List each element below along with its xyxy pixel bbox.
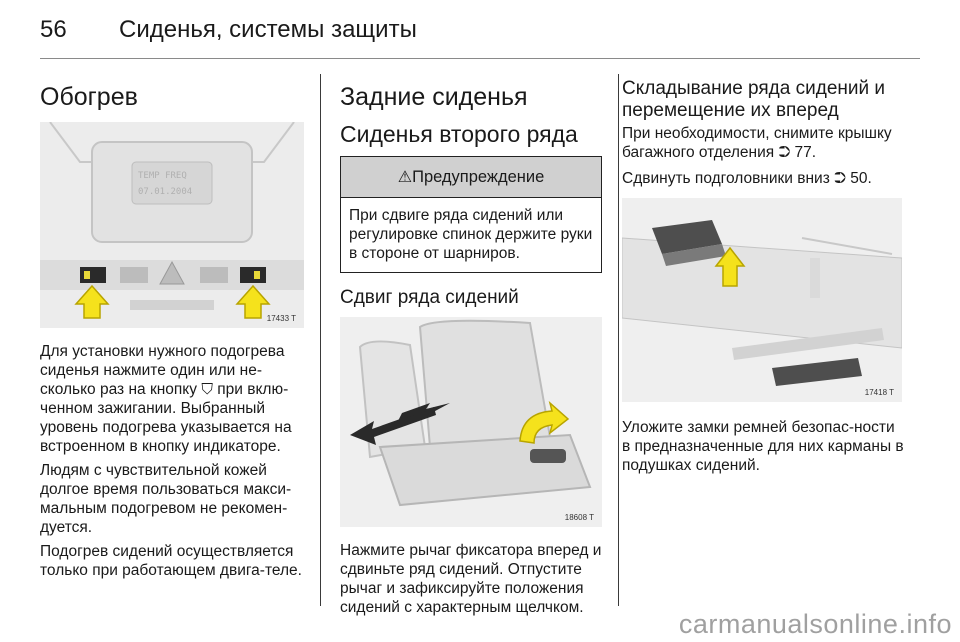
header-rule (40, 58, 920, 59)
column-divider-2 (618, 74, 619, 606)
figure-code: 17433 T (266, 314, 296, 323)
paragraph-heating-2: Людям с чувствительной кожей долгое время пользоваться макси-мальным подогревом не рекомен-дуется. (40, 462, 292, 536)
display-text-bottom: 07.01.2004 (138, 187, 193, 197)
paragraph-folding-1: При необходимости, снимите крышку багажного отделения ⮊ 77. (622, 125, 892, 161)
column-folding (622, 74, 904, 475)
section-heading-sliding: Сдвиг ряда сидений (340, 287, 519, 308)
warning-text: При сдвиге ряда сидений или регулировке спинок держите руки в стороне от шарниров. (349, 207, 593, 262)
seat-fold-illustration (622, 198, 902, 402)
paragraph-heating-3: Подогрев сидений осуществляется только при работающем двига-теле. (40, 543, 302, 579)
dashboard-illustration (40, 122, 304, 328)
chapter-title: Сиденья, системы защиты (119, 16, 417, 43)
figure-seat-heating-buttons (40, 122, 304, 328)
page-number: 56 (40, 16, 67, 43)
paragraph-heating-1: Для установки нужного подогрева сиденья нажмите один или не-сколько раз на кнопку ⛉ при вклю-ченном зажигании. Выбранный уровень подогрева указывается на встроенном в кнопку индикаторе. (40, 343, 292, 455)
paragraph-folding-2: Сдвинуть подголовники вниз ⮊ 50. (622, 170, 872, 187)
paragraph-folding-3: Уложите замки ремней безопас-ности в предназначенные для них карманы в подушках сидений. (622, 419, 904, 474)
section-heading-folding: Складывание ряда сидений и перемещение их вперед (622, 78, 885, 121)
warning-triangle-icon: ⚠ (397, 169, 413, 186)
warning-title: Предупреждение (412, 168, 545, 186)
column-heating (40, 74, 308, 580)
seat-slide-illustration (340, 317, 602, 527)
subheading-second-row: Сиденья второго ряда (340, 121, 578, 147)
paragraph-sliding: Нажмите рычаг фиксатора вперед и сдвиньте ряд сидений. Отпустите рычаг и зафиксируйте положения сидений с характерным щелчком. (340, 542, 602, 616)
page-header (40, 16, 920, 56)
figure-seat-fold (622, 198, 902, 402)
watermark: carmanualsonline.info (678, 609, 952, 639)
figure-code: 17418 T (864, 388, 894, 397)
figure-seat-slide (340, 317, 602, 527)
display-text-top: TEMP FREQ (138, 171, 187, 181)
section-heading-heating: Обогрев (40, 83, 138, 111)
figure-code: 18608 T (564, 513, 594, 522)
warning-box (340, 156, 602, 273)
column-rear-seats (340, 74, 602, 617)
column-divider-1 (320, 74, 321, 606)
warning-header (341, 157, 601, 198)
section-heading-rear-seats: Задние сиденья (340, 83, 528, 111)
